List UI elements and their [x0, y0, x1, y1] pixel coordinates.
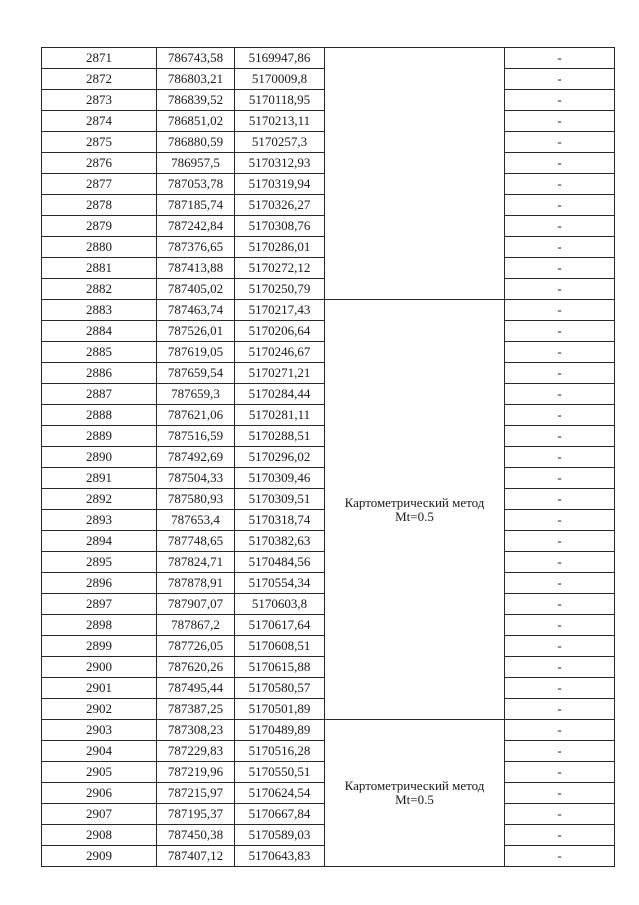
- mark-cell: -: [505, 405, 615, 426]
- y-coordinate-cell: 5170286,01: [235, 237, 325, 258]
- y-coordinate-cell: 5170250,79: [235, 279, 325, 300]
- y-coordinate-cell: 5170309,51: [235, 489, 325, 510]
- point-number-cell: 2908: [42, 825, 157, 846]
- y-coordinate-cell: 5170246,67: [235, 342, 325, 363]
- x-coordinate-cell: 787619,05: [157, 342, 235, 363]
- mark-cell: -: [505, 111, 615, 132]
- y-coordinate-cell: 5170667,84: [235, 804, 325, 825]
- point-number-cell: 2900: [42, 657, 157, 678]
- mark-cell: -: [505, 363, 615, 384]
- point-number-cell: 2902: [42, 699, 157, 720]
- y-coordinate-cell: 5170288,51: [235, 426, 325, 447]
- y-coordinate-cell: 5170550,51: [235, 762, 325, 783]
- x-coordinate-cell: 786803,21: [157, 69, 235, 90]
- x-coordinate-cell: 787229,83: [157, 741, 235, 762]
- mark-cell: -: [505, 678, 615, 699]
- mark-cell: -: [505, 783, 615, 804]
- point-number-cell: 2903: [42, 720, 157, 741]
- y-coordinate-cell: 5170271,21: [235, 363, 325, 384]
- x-coordinate-cell: 787407,12: [157, 846, 235, 867]
- x-coordinate-cell: 787659,54: [157, 363, 235, 384]
- table-row: [42, 720, 615, 741]
- y-coordinate-cell: 5170382,63: [235, 531, 325, 552]
- y-coordinate-cell: 5170603,8: [235, 594, 325, 615]
- mark-cell: -: [505, 720, 615, 741]
- mark-cell: -: [505, 573, 615, 594]
- mark-cell: -: [505, 426, 615, 447]
- y-coordinate-cell: 5170589,03: [235, 825, 325, 846]
- x-coordinate-cell: 787185,74: [157, 195, 235, 216]
- point-number-cell: 2901: [42, 678, 157, 699]
- x-coordinate-cell: 786957,5: [157, 153, 235, 174]
- point-number-cell: 2909: [42, 846, 157, 867]
- mark-cell: -: [505, 594, 615, 615]
- mark-cell: -: [505, 846, 615, 867]
- mark-cell: -: [505, 825, 615, 846]
- mark-cell: -: [505, 132, 615, 153]
- point-number-cell: 2906: [42, 783, 157, 804]
- point-number-cell: 2898: [42, 615, 157, 636]
- mark-cell: -: [505, 552, 615, 573]
- x-coordinate-cell: 787495,44: [157, 678, 235, 699]
- point-number-cell: 2890: [42, 447, 157, 468]
- mark-cell: -: [505, 615, 615, 636]
- mark-cell: -: [505, 195, 615, 216]
- point-number-cell: 2877: [42, 174, 157, 195]
- point-number-cell: 2876: [42, 153, 157, 174]
- y-coordinate-cell: 5170615,88: [235, 657, 325, 678]
- point-number-cell: 2897: [42, 594, 157, 615]
- x-coordinate-cell: 786880,59: [157, 132, 235, 153]
- mark-cell: -: [505, 657, 615, 678]
- mark-cell: -: [505, 216, 615, 237]
- point-number-cell: 2883: [42, 300, 157, 321]
- point-number-cell: 2895: [42, 552, 157, 573]
- mark-cell: -: [505, 300, 615, 321]
- y-coordinate-cell: 5170296,02: [235, 447, 325, 468]
- x-coordinate-cell: 787219,96: [157, 762, 235, 783]
- mark-cell: -: [505, 447, 615, 468]
- point-number-cell: 2905: [42, 762, 157, 783]
- y-coordinate-cell: 5170489,89: [235, 720, 325, 741]
- y-coordinate-cell: 5170206,64: [235, 321, 325, 342]
- x-coordinate-cell: 787215,97: [157, 783, 235, 804]
- y-coordinate-cell: 5170281,11: [235, 405, 325, 426]
- mark-cell: -: [505, 531, 615, 552]
- x-coordinate-cell: 787526,01: [157, 321, 235, 342]
- point-number-cell: 2874: [42, 111, 157, 132]
- mark-cell: -: [505, 69, 615, 90]
- mark-cell: -: [505, 699, 615, 720]
- y-coordinate-cell: 5170308,76: [235, 216, 325, 237]
- point-number-cell: 2896: [42, 573, 157, 594]
- y-coordinate-cell: 5170312,93: [235, 153, 325, 174]
- mark-cell: -: [505, 258, 615, 279]
- mark-cell: -: [505, 762, 615, 783]
- point-number-cell: 2894: [42, 531, 157, 552]
- point-number-cell: 2879: [42, 216, 157, 237]
- x-coordinate-cell: 787492,69: [157, 447, 235, 468]
- x-coordinate-cell: 787450,38: [157, 825, 235, 846]
- mark-cell: -: [505, 153, 615, 174]
- x-coordinate-cell: 787463,74: [157, 300, 235, 321]
- x-coordinate-cell: 787748,65: [157, 531, 235, 552]
- y-coordinate-cell: 5170217,43: [235, 300, 325, 321]
- table-body: [42, 48, 615, 867]
- y-coordinate-cell: 5170284,44: [235, 384, 325, 405]
- point-number-cell: 2892: [42, 489, 157, 510]
- x-coordinate-cell: 787405,02: [157, 279, 235, 300]
- y-coordinate-cell: 5170309,46: [235, 468, 325, 489]
- x-coordinate-cell: 787659,3: [157, 384, 235, 405]
- x-coordinate-cell: 786851,02: [157, 111, 235, 132]
- mark-cell: -: [505, 342, 615, 363]
- mark-cell: -: [505, 468, 615, 489]
- point-number-cell: 2884: [42, 321, 157, 342]
- x-coordinate-cell: 787620,26: [157, 657, 235, 678]
- point-number-cell: 2873: [42, 90, 157, 111]
- point-number-cell: 2887: [42, 384, 157, 405]
- x-coordinate-cell: 787504,33: [157, 468, 235, 489]
- point-number-cell: 2889: [42, 426, 157, 447]
- mark-cell: -: [505, 741, 615, 762]
- y-coordinate-cell: 5170009,8: [235, 69, 325, 90]
- coordinates-table: [41, 47, 615, 867]
- mark-cell: -: [505, 174, 615, 195]
- method-label: Картометрический метод: [344, 494, 485, 510]
- mark-cell: -: [505, 804, 615, 825]
- point-number-cell: 2893: [42, 510, 157, 531]
- x-coordinate-cell: 787516,59: [157, 426, 235, 447]
- method-cell: [325, 48, 505, 300]
- y-coordinate-cell: 5170326,27: [235, 195, 325, 216]
- y-coordinate-cell: 5170118,95: [235, 90, 325, 111]
- x-coordinate-cell: 787053,78: [157, 174, 235, 195]
- point-number-cell: 2899: [42, 636, 157, 657]
- x-coordinate-cell: 787376,65: [157, 237, 235, 258]
- y-coordinate-cell: 5170501,89: [235, 699, 325, 720]
- point-number-cell: 2871: [42, 48, 157, 69]
- x-coordinate-cell: 787824,71: [157, 552, 235, 573]
- y-coordinate-cell: 5170624,54: [235, 783, 325, 804]
- y-coordinate-cell: 5170257,3: [235, 132, 325, 153]
- y-coordinate-cell: 5170643,83: [235, 846, 325, 867]
- mark-cell: -: [505, 279, 615, 300]
- method-cell: [325, 300, 505, 720]
- x-coordinate-cell: 787621,06: [157, 405, 235, 426]
- accuracy-label: Mt=0.5: [395, 508, 434, 524]
- y-coordinate-cell: 5170272,12: [235, 258, 325, 279]
- x-coordinate-cell: 787308,23: [157, 720, 235, 741]
- point-number-cell: 2907: [42, 804, 157, 825]
- y-coordinate-cell: 5170554,34: [235, 573, 325, 594]
- x-coordinate-cell: 787413,88: [157, 258, 235, 279]
- y-coordinate-cell: 5170484,56: [235, 552, 325, 573]
- mark-cell: -: [505, 321, 615, 342]
- method-label: Картометрический метод: [344, 778, 485, 793]
- point-number-cell: 2882: [42, 279, 157, 300]
- table-row: [42, 48, 615, 69]
- x-coordinate-cell: 786839,52: [157, 90, 235, 111]
- mark-cell: -: [505, 636, 615, 657]
- method-cell: [325, 720, 505, 867]
- point-number-cell: 2891: [42, 468, 157, 489]
- x-coordinate-cell: 787387,25: [157, 699, 235, 720]
- mark-cell: -: [505, 90, 615, 111]
- x-coordinate-cell: 787867,2: [157, 615, 235, 636]
- point-number-cell: 2885: [42, 342, 157, 363]
- y-coordinate-cell: 5170617,64: [235, 615, 325, 636]
- point-number-cell: 2875: [42, 132, 157, 153]
- y-coordinate-cell: 5170213,11: [235, 111, 325, 132]
- table-row: [42, 300, 615, 321]
- mark-cell: -: [505, 237, 615, 258]
- y-coordinate-cell: 5170318,74: [235, 510, 325, 531]
- x-coordinate-cell: 786743,58: [157, 48, 235, 69]
- point-number-cell: 2881: [42, 258, 157, 279]
- x-coordinate-cell: 787726,05: [157, 636, 235, 657]
- x-coordinate-cell: 787580,93: [157, 489, 235, 510]
- y-coordinate-cell: 5170516,28: [235, 741, 325, 762]
- y-coordinate-cell: 5169947,86: [235, 48, 325, 69]
- x-coordinate-cell: 787653,4: [157, 510, 235, 531]
- mark-cell: -: [505, 489, 615, 510]
- mark-cell: -: [505, 48, 615, 69]
- x-coordinate-cell: 787242,84: [157, 216, 235, 237]
- accuracy-label: Mt=0.5: [395, 792, 434, 807]
- point-number-cell: 2880: [42, 237, 157, 258]
- mark-cell: -: [505, 384, 615, 405]
- x-coordinate-cell: 787907,07: [157, 594, 235, 615]
- mark-cell: -: [505, 510, 615, 531]
- y-coordinate-cell: 5170580,57: [235, 678, 325, 699]
- point-number-cell: 2886: [42, 363, 157, 384]
- y-coordinate-cell: 5170608,51: [235, 636, 325, 657]
- x-coordinate-cell: 787878,91: [157, 573, 235, 594]
- point-number-cell: 2904: [42, 741, 157, 762]
- point-number-cell: 2872: [42, 69, 157, 90]
- y-coordinate-cell: 5170319,94: [235, 174, 325, 195]
- x-coordinate-cell: 787195,37: [157, 804, 235, 825]
- point-number-cell: 2888: [42, 405, 157, 426]
- point-number-cell: 2878: [42, 195, 157, 216]
